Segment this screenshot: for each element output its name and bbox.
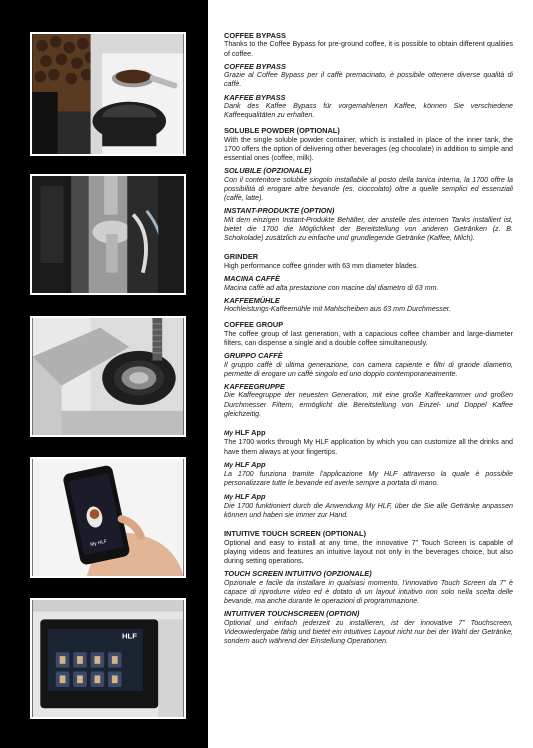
soluble-powder-photo	[30, 174, 186, 295]
soluble-title-it: SOLUBILE (OPZIONALE)	[224, 166, 312, 176]
hlf-app-section	[224, 428, 513, 520]
hlf-app-photo	[30, 457, 186, 578]
coffee-group-title-en: COFFEE GROUP	[224, 320, 284, 330]
grinder-title-it: MACINA CAFFÈ	[224, 274, 280, 284]
soluble-section	[224, 126, 513, 243]
app-title-en-row	[224, 428, 513, 438]
machine-logo: HLF	[121, 631, 138, 641]
app-title-it-row	[224, 460, 513, 470]
coffee-group-text-it: Il gruppo caffè di ultima generazione, con camera capiente e filtri di grande diametro, permette di erogare un caffè singolo ed uno doppio contemporaneamente.	[224, 360, 513, 378]
my-app-icon: My	[224, 493, 234, 501]
coffee-group-title-it: GRUPPO CAFFÈ	[224, 351, 283, 361]
touch-title-de: INTUITIVER TOUCHSCREEN (OPTION)	[224, 609, 360, 619]
touch-text-it: Opzionale e facile da installare in qualsiasi momento, l’innovativo Touch Screen da 7” è capace di riprodurre video ed è dotato di un layout intuitivo non solo nella scelta delle bevande, ma anche durante le operazioni di programmazione.	[224, 578, 513, 606]
touch-screen-machine-illustration	[32, 600, 184, 717]
app-text-it: La 1700 funziona tramite l’applicazione My HLF attraverso la quale è possibile personalizzare tutte le bevande ed averle sempre a portata di mano.	[224, 470, 513, 488]
grinder-illustration	[32, 318, 184, 435]
image-column	[0, 0, 208, 748]
grinder-text-en: High performance coffee grinder with 63 mm diameter blades.	[224, 261, 419, 270]
coffee-group-title-de: KAFFEEGRUPPE	[224, 381, 285, 391]
soluble-container-illustration	[32, 176, 184, 293]
app-title-de-row	[224, 492, 513, 502]
app-text-de: Die 1700 funktioniert durch die Anwendung My HLF, über die Sie alle Getränke anpassen können und haben sie immer zur Hand.	[224, 501, 513, 520]
coffee-group-text-de: Die Kaffeegruppe der neuesten Generation, mit eine große Kaffeekammer und großen Durchmesser Filtern, ermöglicht die Bereitstellung von Einzel- und Doppel Kaffee gleichzeitig.	[224, 391, 513, 418]
soluble-title-en: SOLUBLE POWDER (OPTIONAL)	[224, 126, 340, 136]
app-title-en: HLF App	[235, 427, 266, 437]
smartphone-hand-illustration	[32, 459, 184, 576]
text-column	[208, 0, 533, 748]
phone-screen-label: My HLF	[89, 539, 108, 548]
touch-screen-photo	[30, 598, 186, 719]
grinder-title-de: KAFFEEMÜHLE	[224, 295, 280, 305]
coffee-bypass-photo	[30, 32, 186, 156]
coffee-bypass-title-en: COFFEE BYPASS	[224, 31, 286, 40]
touch-title-en: INTUITIVE TOUCH SCREEN (OPTIONAL)	[224, 529, 366, 539]
touch-title-it: TOUCH SCREEN INTUITIVO (OPZIONALE)	[224, 569, 372, 579]
grinder-title-en: GRINDER	[224, 252, 259, 262]
soluble-text-de: Mit dem einzigen Instant-Produkte Behälter, der anstelle des internen Tanks installiert ist, bietet die 1700 die Möglichkeit der Bereitstellung von anderen Getränken (z. B. Schokolade) zusätzlich zu einfache und grundlegende Getränke (Kaffee, Milch).	[224, 215, 513, 243]
coffee-group-text-en: The coffee group of last generation, with a capacious coffee chamber and large-diameter filters, can dispense a single and a double coffee simultaneously.	[224, 329, 513, 347]
soluble-text-en: With the single soluble powder container, which is installed in place of the inner tank, the 1700 offers the option of delivering other beverages (eg chocolate) in addition to simple and essential ones (coffee, milk).	[224, 135, 513, 163]
app-title-it: HLF App	[235, 459, 266, 469]
coffee-group-section	[224, 320, 513, 419]
touch-text-de: Optional und einfach jederzeit zu installieren, ist der innovative 7” Touchscreen, Videowiedergabe fähig und bietet ein intuitives Layout nicht nur bei der Wahl der Getränke, sondern auch während der Einstellung Operationen.	[224, 618, 513, 646]
grinder-text-it: Macina caffè ad alta prestazione con macine dal diametro di 63 mm.	[224, 283, 439, 292]
coffee-bypass-text-it: Grazie al Coffee Bypass per il caffè premacinato, è possibile ottenere diverse qualità di caffè.	[224, 71, 513, 89]
app-text-en: The 1700 works through My HLF application by which you can customize all the drinks and have them always at your fingertips.	[224, 438, 513, 456]
touch-text-en: Optional and easy to install at any time, the innovative 7” Touch Screen is capable of playing videos and features an intuitive layout not only in the beverages choice, but also during setting operations.	[224, 538, 513, 566]
coffee-bypass-illustration	[32, 34, 184, 154]
coffee-bypass-title-it: COFFEE BYPASS	[224, 61, 286, 71]
coffee-bypass-title-de: KAFFEE BYPASS	[224, 92, 286, 102]
app-title-de: HLF App	[235, 491, 266, 501]
grinder-coffee-group-photo	[30, 316, 186, 437]
grinder-section	[224, 252, 513, 314]
soluble-title-de: INSTANT-PRODUKTE (OPTION)	[224, 206, 335, 216]
coffee-bypass-text-en: Thanks to the Coffee Bypass for pre-ground coffee, it is possible to obtain different qualities of coffee.	[224, 40, 513, 58]
coffee-bypass-text-de: Dank des Kaffee Bypass für vorgemahlenen Kaffee, können Sie verschiedene Kaffeequalitäten zu erhalten.	[224, 102, 513, 120]
touch-screen-section	[224, 529, 513, 646]
my-app-icon: My	[224, 461, 234, 469]
coffee-bypass-section	[224, 31, 513, 120]
grinder-text-de: Hochleistungs-Kaffeemühle mit Mahlscheiben aus 63 mm Durchmesser.	[224, 305, 451, 314]
my-app-icon: My	[224, 429, 234, 437]
soluble-text-it: Con il contenitore solubile singolo installabile al posto della tanica interna, la 1700 offre la possibilità di erogare altre bevande (es. cioccolato) oltre a quelle semplici ed essenziali (caffè, latte).	[224, 175, 513, 203]
